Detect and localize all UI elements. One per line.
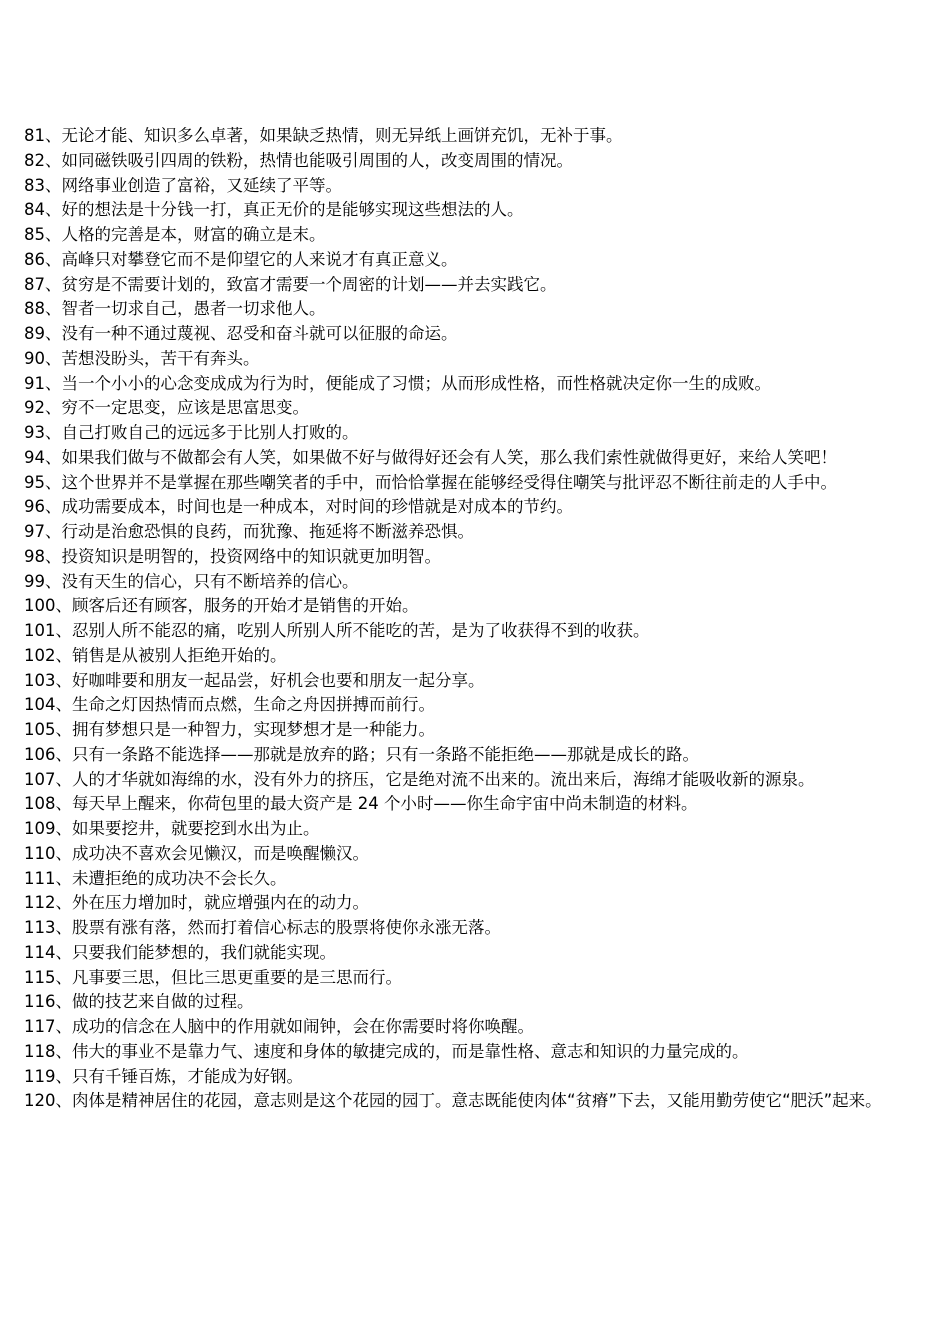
- text-line: 112、外在压力增加时，就应增强内在的动力。: [24, 893, 369, 913]
- text-line: 91、当一个小小的心念变成成为行为时，便能成了习惯；从而形成性格，而性格就决定你一生的成败。: [24, 373, 771, 393]
- text-line: 102、销售是从被别人拒绝开始的。: [24, 645, 287, 665]
- text-line: 99、没有天生的信心，只有不断培养的信心。: [24, 571, 359, 591]
- text-line: 90、苦想没盼头，苦干有奔头。: [24, 348, 260, 368]
- text-line: 118、伟大的事业不是靠力气、速度和身体的敏捷完成的，而是靠性格、意志和知识的力量完成的。: [24, 1041, 749, 1061]
- text-line: 107、人的才华就如海绵的水，没有外力的挤压，它是绝对流不出来的。流出来后，海绵才能吸收新的源泉。: [24, 769, 815, 789]
- text-line: 111、未遭拒绝的成功决不会长久。: [24, 868, 287, 888]
- text-line: 119、只有千锤百炼，才能成为好钢。: [24, 1066, 303, 1086]
- text-line: 105、拥有梦想只是一种智力，实现梦想才是一种能力。: [24, 720, 435, 739]
- text-line: 103、好咖啡要和朋友一起品尝，好机会也要和朋友一起分享。: [24, 670, 485, 690]
- text-line: 115、凡事要三思，但比三思更重要的是三思而行。: [24, 967, 402, 987]
- text-line: 109、如果要挖井，就要挖到水出为止。: [24, 819, 320, 838]
- text-line: 94、如果我们做与不做都会有人笑，如果做不好与做得好还会有人笑，那么我们索性就做得更好，来给人笑吧！: [24, 447, 837, 467]
- text-line: 120、肉体是精神居住的花园，意志则是这个花园的园丁。意志既能使肉体“贫瘠”下去，又能用勤劳使它“肥沃”起来。: [24, 1091, 882, 1111]
- text-line: 104、生命之灯因热情而点燃，生命之舟因拼搏而前行。: [24, 695, 435, 715]
- text-line: 88、智者一切求自己，愚者一切求他人。: [24, 299, 326, 319]
- text-line: 87、贫穷是不需要计划的，致富才需要一个周密的计划——并去实践它。: [24, 274, 557, 294]
- text-line: 93、自己打败自己的远远多于比别人打败的。: [24, 423, 359, 442]
- text-line: 82、如同磁铁吸引四周的铁粉，热情也能吸引周围的人，改变周围的情况。: [24, 150, 573, 170]
- text-line: 95、这个世界并不是掌握在那些嘲笑者的手中，而恰恰掌握在能够经受得住嘲笑与批评忍不断往前走的人手中。: [24, 472, 837, 492]
- text-line: 106、只有一条路不能选择——那就是放弃的路；只有一条路不能拒绝——那就是成长的路。: [24, 744, 699, 764]
- text-line: 92、穷不一定思变，应该是思富思变。: [24, 398, 309, 418]
- text-line: 89、没有一种不通过蔑视、忍受和奋斗就可以征服的命运。: [24, 324, 458, 343]
- text-line: 116、做的技艺来自做的过程。: [24, 992, 254, 1012]
- text-line: 83、网络事业创造了富裕，又延续了平等。: [24, 175, 342, 195]
- text-line: 97、行动是治愈恐惧的良药，而犹豫、拖延将不断滋养恐惧。: [24, 522, 474, 541]
- text-line: 117、成功的信念在人脑中的作用就如闹钟，会在你需要时将你唤醒。: [24, 1017, 534, 1036]
- text-line: 86、高峰只对攀登它而不是仰望它的人来说才有真正意义。: [24, 249, 458, 269]
- text-line: 108、每天早上醒来，你荷包里的最大资产是 24 个小时——你生命宇宙中尚未制造的材料。: [24, 794, 698, 814]
- text-line: 101、忍别人所不能忍的痛，吃别人所别人所不能吃的苦，是为了收获得不到的收获。: [24, 621, 650, 640]
- text-line: 114、只要我们能梦想的，我们就能实现。: [24, 942, 336, 962]
- text-line: 100、顾客后还有顾客，服务的开始才是销售的开始。: [24, 596, 419, 616]
- text-line: 96、成功需要成本，时间也是一种成本，对时间的珍惜就是对成本的节约。: [24, 497, 573, 517]
- text-line: 113、股票有涨有落，然而打着信心标志的股票将使你永涨无落。: [24, 918, 501, 937]
- text-line: 85、人格的完善是本，财富的确立是末。: [24, 225, 326, 244]
- text-line: 84、好的想法是十分钱一打，真正无价的是能够实现这些想法的人。: [24, 200, 524, 220]
- text-line: 81、无论才能、知识多么卓著，如果缺乏热情，则无异纸上画饼充饥，无补于事。: [24, 126, 623, 145]
- text-line: 110、成功决不喜欢会见懒汉，而是唤醒懒汉。: [24, 843, 369, 863]
- document-body: [24, 124, 930, 1114]
- text-line: 98、投资知识是明智的，投资网络中的知识就更加明智。: [24, 546, 441, 566]
